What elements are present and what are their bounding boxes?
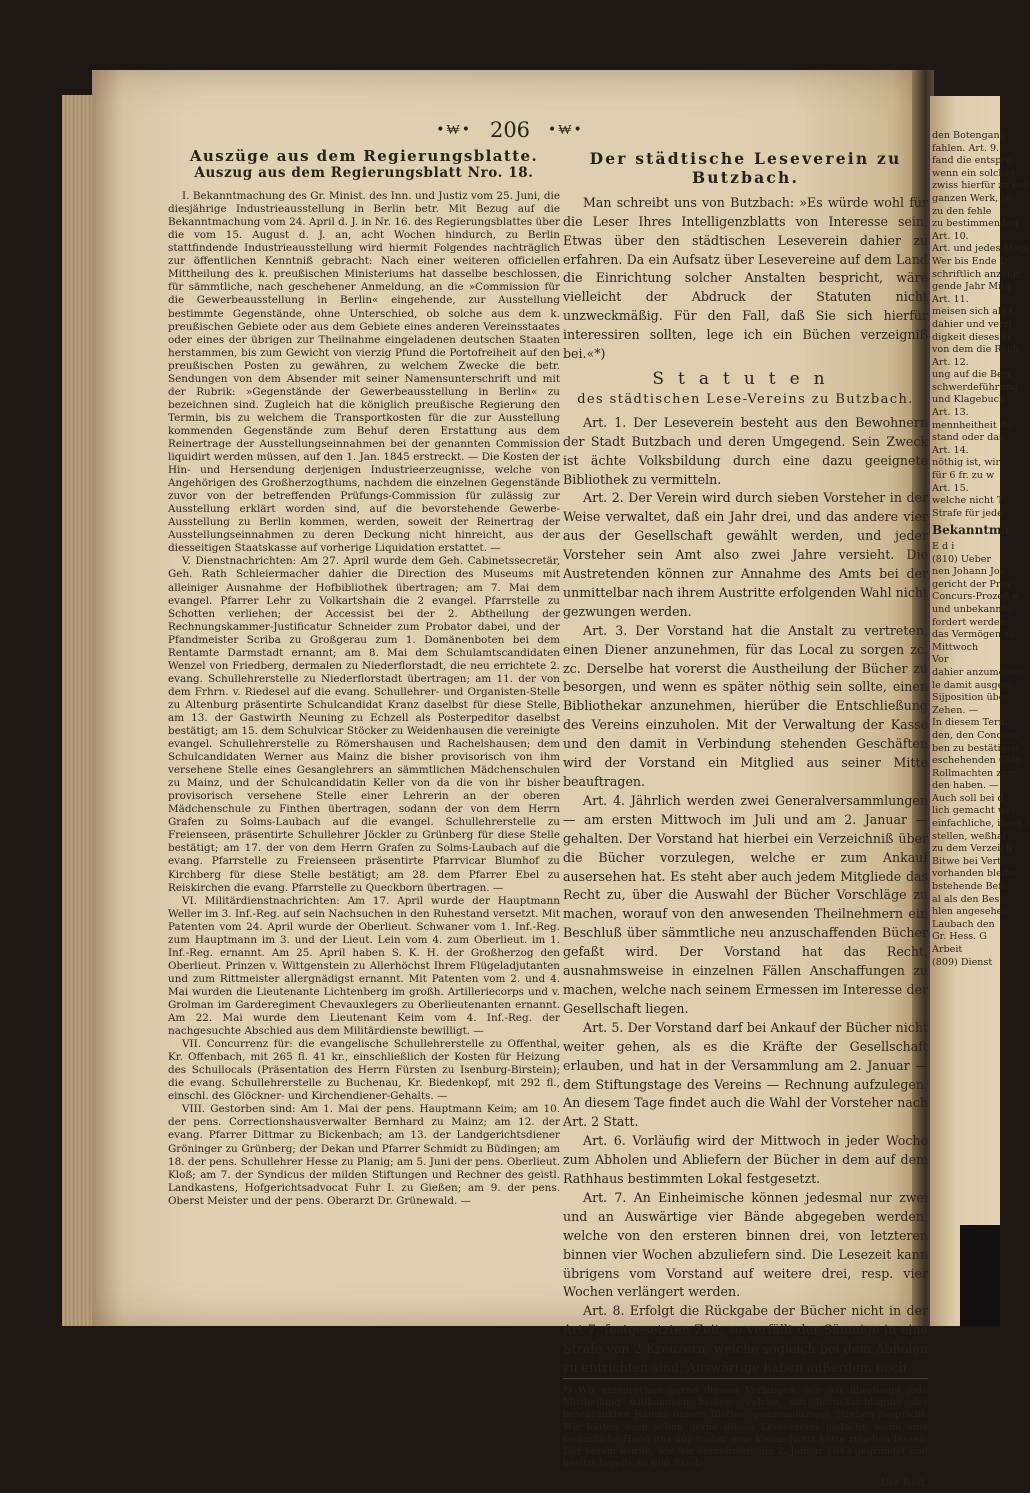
- facing-page-fragment: Art. und jedes Mitgl: [932, 243, 1030, 255]
- facing-page-fragment: und unbekannte: [932, 603, 1012, 615]
- facing-page-fragment: zwiss hierfür zu ent: [932, 180, 1029, 192]
- facing-page-fragment: meisen sich als f: [932, 306, 1013, 318]
- facing-page-fragment: fahlen. Art. 9.: [932, 142, 1000, 154]
- facing-page-fragment: und Klagebuch: [932, 394, 1006, 406]
- facing-page-fragment: Laubach den: [932, 918, 995, 930]
- header-ornament-left: •₩•: [436, 121, 472, 138]
- facing-page-fragment: vorhanden bleibe: [932, 868, 1017, 880]
- statuten-heading: Statuten: [652, 368, 839, 389]
- facing-page-fragment: Concurs-Prozeß e: [932, 591, 1019, 603]
- facing-page-fragment: al als den Bes: [932, 893, 1000, 905]
- facing-page-fragment: den, den Concurs: [932, 729, 1018, 741]
- facing-page-fragment: Rollmachten zum: [932, 767, 1017, 779]
- article-1: Art. 1. Der Leseverein besteht aus den Bewohnern der Stadt Butzbach und deren Umgegend. Sein Zweck ist ächte Volksbildung durch eine dazu geeignete Bibliothek zu vermitteln.: [563, 414, 928, 487]
- facing-page-fragment: den haben. —: [932, 780, 999, 792]
- article-2: Art. 2. Der Verein wird durch sieben Vorsteher in der Weise verwaltet, daß ein Jahr drei, und das andere vier aus der Gesellschaft gewählt werden, und jeder Vorsteher sein Amt also zwei Jahre versieht. Die Austretenden können zur Annahme des Amts bei der unmittelbar nach ihrem Austritte erfolgenden Wahl nicht gezwungen werden.: [563, 490, 928, 619]
- facing-page-fragment: eschehenden Gläu: [932, 755, 1022, 767]
- facing-page-fragments: [932, 130, 1030, 969]
- section-viii-paragraph: VIII. Gestorben sind: Am 1. Mai der pens. Hauptmann Keim; am 10. der pens. Correctionshausverwalter Bernhard zu Mainz; am 12. der evang. Pfarrer Dittmar zu Bickenbach; am 13. der Landgerichtsdiener Gröninger zu Grünberg; der Dekan und Pfarrer Schmidt zu Büdingen; am 18. der pens. Schullehrer Hesse zu Planig; am 5. Juni der pens. Oberlieut. Kloß; am 7. der Syndicus der milden Stiftungen und Rechner des geistl. Landkastens, Hofgerichtsadvocat Fuhr I. zu Gießen; am 9. der pens. Oberst Meister und der pens. Oberarzt Dr. Grünewald. —: [168, 1103, 560, 1207]
- left-column-subtitle: Auszug aus dem Regierungsblatt Nro. 18.: [194, 165, 534, 182]
- facing-page-fragment: gericht der Prov: [932, 578, 1012, 590]
- facing-page-fragment: Bitwe bei Vert: [932, 855, 1002, 867]
- binding-strap: [960, 1225, 1000, 1326]
- facing-page-fragment: ung auf die Berr: [932, 369, 1012, 381]
- section-vi-paragraph: VI. Militärdienstnachrichten: Am 17. April wurde der Hauptmann Weller im 3. Inf.-Reg. auf sein Nachsuchen in den Ruhestand versetzt. Mit Patenten vom 24. April wurde der Oberlieut. Schwaner vom 1. Inf.-Reg. zum Hauptmann im 3. und der Lieut. Lein vom 4. zum Oberlieut. im 1. Inf.-Reg. ernannt. Am 25. April haben S. K. H. der Großherzog den Oberlieut. Prinzen v. Wittgenstein zu Allerhöchst Ihrem Flügeladjutanten und zum Rittmeister allergnädigst ernannt. Mit Patenten vom 2. und 4. Mai wurden die Lieutenante Lichtenberg im großh. Artilleriecorps und v. Grolman im Garderegiment Chevauxlegers zu Oberlieutenanten ernannt. Am 22. Mai wurde dem Lieutenant Keim vom 4. Inf.-Reg. der nachgesuchte Abschied aus dem Militärdienste bewilligt. —: [168, 894, 560, 1038]
- facing-page-fragment: einfachliche, ihres s: [932, 818, 1030, 830]
- facing-page-fragment: gende Jahr Mitg: [932, 281, 1012, 293]
- facing-page-fragment: bstehende Befa: [932, 881, 1008, 893]
- facing-page-fragment: Mittwoch: [932, 641, 979, 653]
- footnote: *) Wir entsprechen gerne diesem Verlangen, wie wir überhaupt jede Mittheilung willkommen heißen, welche, mit Berücksichtigung des beschränkten Raums unsers Blattes, gemeinnütziges Streben bespricht. Wir hätten auch schon gerne dieses Lesevereins gedacht, wenn eine freundliche Hand uns nur früher eine kleine Notiz hätte zugehen lassen. Der Verein wurde, wie wir vernehmen, am 2. Januar 1843 gegründet und besitzt bereits an 600 Bände.: [563, 1378, 928, 1470]
- facing-page-fragment: für 6 fr. zu w: [932, 470, 995, 482]
- statuten-subheading: des städtischen Lese-Vereins zu Butzbach.: [577, 391, 914, 407]
- facing-page-fragment: den Botengang: [932, 130, 1006, 141]
- page-header: [100, 118, 920, 142]
- facing-page-fragment: E d i: [932, 541, 955, 552]
- page-number: 206: [489, 118, 531, 142]
- facing-page-fragment: Gr. Hess. G: [932, 931, 987, 943]
- facing-page-fragment: Bekanntma: [932, 523, 1010, 538]
- facing-page-fragment: Wer bis Ende D: [932, 255, 1008, 267]
- facing-page-fragment: welche nicht T: [932, 495, 1004, 507]
- facing-page-fragment: stellen, weßhal: [932, 830, 1006, 842]
- facing-page-fragment: dahier und verzi: [932, 318, 1012, 330]
- facing-page-fragment: Strafe für jede: [932, 507, 1003, 519]
- facing-page-fragment: Arbeit: [932, 944, 963, 955]
- right-column: [563, 150, 928, 1493]
- editor-signature: Die Red.: [880, 1476, 928, 1490]
- right-column-title: Der städtische Leseverein zu Butzbach.: [589, 149, 902, 187]
- facing-page-fragment: zu bestimmenden: [932, 218, 1018, 230]
- facing-page-fragment: wenn ein solches: [932, 167, 1016, 179]
- facing-page-fragment: schwerdeführung: [932, 381, 1018, 393]
- facing-page-fragment: Art. 12.: [932, 356, 969, 368]
- article-5: Art. 5. Der Vorstand darf bei Ankauf der Bücher nicht weiter gehen, als es die Kräfte der Gesellschaft erlauben, und hat in der Versammlung am 2. Januar — dem Stiftungstage des Vereins — Rechnung aufzulegen. An diesem Tage findet auch die Wahl der Vorsteher nach Art. 2 Statt.: [563, 1019, 928, 1130]
- left-column-title: Auszüge aus dem Regierungsblatte.: [189, 147, 539, 165]
- facing-page-fragment: Art. 14.: [932, 444, 969, 456]
- header-ornament-right: •₩•: [548, 121, 584, 138]
- facing-page-fragment: Art. 10.: [932, 230, 969, 242]
- facing-page-fragment: zu dem Verzeich: [932, 843, 1012, 855]
- page-edge-stack: [62, 95, 96, 1326]
- facing-page-fragment: Auch soll bei d: [932, 792, 1004, 804]
- facing-page-fragment: Art. 15.: [932, 482, 969, 494]
- left-column: [168, 147, 560, 1208]
- article-6: Art. 6. Vorläufig wird der Mittwoch in jeder Woche zum Abholen und Abliefern der Bücher in dem auf dem Rathhaus bestimmten Lokal festgesetzt.: [563, 1133, 928, 1187]
- facing-page-fragment: nöthig ist, wir: [932, 457, 1001, 469]
- facing-page-fragment: lich gemacht wer: [932, 805, 1017, 817]
- section-i-paragraph: I. Bekanntmachung des Gr. Minist. des Inn. und Justiz vom 25. Juni, die diesjährige Industrieausstellung in Berlin betr. Mit Bezug auf die Bekanntmachung vom 24. April d. J. in Nr. 16. des Regierungsblattes über die vom 15. August d. J. an, acht Wochen hindurch, zu Berlin stattfindende Industrieausstellung wird hiermit Folgendes nachträglich zur öffentlichen Kenntniß gebracht: Nach einer weiteren officiellen Mittheilung des k. preußischen Ministeriums hat dasselbe beschlossen, für sämmtliche, nach geschehener Anmeldung, an die »Commission für die Gewerbeausstellung in Berlin« eingehende, zur Ausstellung bestimmte Gegenstände, ohne Unterschied, ob solche aus dem k. preußischen Gebiete oder aus dem Gebiete eines anderen Vereinsstaates oder eines der übrigen zur Theilnahme eingeladenen deutschen Staaten herstammen, bis zum Gewicht von vierzig Pfund die Portofreiheit auf den preußischen Posten zu gewähren, zu welchem Zwecke die betr. Sendungen von dem Absender mit seiner Namensunterschrift und mit der Rubrik: »Gegenstände der Gewerbeausstellung in Berlin« zu bezeichnen sind. Zugleich hat die königlich preußische Regierung den Termin, bis zu welchem die Transportkosten für die zur Ausstellung kommenden Gegenstände zum Behuf deren Erstattung aus dem Reinertrage der Ausstellungseinnahmen bei der genannten Commission liquidirt werden müssen, auf den 1. Jan. 1845 erstreckt. — Die Kosten der Hin- und Hersendung derjenigen Industrieerzeugnisse, welche von Angehörigen des Großherzogthums, nachdem die einzelnen Gegenstände zuvor von der betreffenden Prüfungs-Commission für zulässig zur Ausstellung erklärt worden sind, auf die bevorstehende Gewerbe-Ausstellung zu Berlin kommen, werden, soweit der Reinertrag der Ausstellungseinnahmen zu deren Deckung nicht hinreicht, aus der diesseitigen Staatskasse auf vorherige Liquidation erstattet. —: [168, 190, 560, 555]
- section-v-paragraph: V. Dienstnachrichten: Am 27. April wurde dem Geh. Cabinetssecretär, Geh. Rath Schleiermacher dahier die Direction des Museums mit alleiniger Ausnahme der Hofbibliothek übertragen; am 7. Mai dem evangel. Pfarrer Lehr zu Volkartshain die 2 evangel. Pfarrstelle zu Schotten verliehen; der Accessist bei der 2. Abtheilung der Rechnungskammer-Justificatur Schneider zum Probator dabei, und der Pfandmeister Scriba zu Großgerau zum 1. Domänenboten bei dem Rentamte Darmstadt ernannt; am 8. Mai dem Schulamtscandidaten Wenzel von Friedberg, dermalen zu Niederflorstadt, die neu errichtete 2. evang. Schullehrerstelle zu Niederflorstadt übertragen; am 11. der von dem Frhrn. v. Riedesel auf die evang. Schullehrer- und Organisten-Stelle zu Altenburg präsentirte Schulcandidat Kranz daselbst für diese Stelle, am 13. der Gastwirth Neuning zu Echzell als Posterpeditor daselbst bestätigt; am 15. dem Schulvicar Stöcker zu Weidenhausen die vereinigte evangel. Schullehrerstelle zu Römershausen und Rachelshausen; dem Schulcandidaten Werner aus Mainz die bisher provisorisch von ihm versehene Stelle eines Gesanglehrers an sämmtlichen Mädchenschulen zu Mainz, und der Schulcandidatin Keller von da die von ihr bisher provisorisch versehene Stelle einer Lehrerin an der oberen Mädchenschule zu Finthen übertragen, sodann der von dem Herrn Grafen zu Solms-Laubach auf die evangel. Schullehrerstelle zu Freienseen, präsentirte Schullehrer Jöckler zu Grünberg für diese Stelle bestätigt; am 17. der von dem Herrn Grafen zu Solms-Laubach auf die evang. Pfarrstelle zu Freienseen präsentirte Pfarrvicar Blumhof zu Kirchberg für diese Stelle bestätigt; am 28. dem Pfarrer Ebel zu Reiskirchen die evang. Pfarrstelle zu Queckborn übertragen. —: [168, 555, 560, 894]
- intro-paragraph: Man schreibt uns von Butzbach: »Es würde wohl für die Leser Ihres Intelligenzblatts von Interesse sein, Etwas über den städtischen Leseverein dahier zu erfahren. Da ein Aufsatz über Lesevereine auf dem Land die Einrichtung solcher Anstalten bespricht, wäre vielleicht der Abdruck der Statuten nicht unzweckmäßig. Für den Fall, daß Sie sich hierfür interessiren sollten, lege ich ein Büchen verzeigniß bei.«*): [563, 194, 928, 362]
- facing-page-fragment: das Vermögen so: [932, 629, 1015, 641]
- facing-page-fragment: In diesem Term: [932, 717, 1008, 729]
- article-7: Art. 7. An Einheimische können jedesmal nur zwei und an Auswärtige vier Bände abgegeben werden, welche von den ersteren binnen drei, von letzteren binnen vier Wochen abzuliefern sind. Die Lesezeit kann übrigens vom Vorstand auf weitere drei, resp. vier Wochen verlängert werden.: [563, 1189, 928, 1300]
- facing-page-fragment: mennheitheit de: [932, 419, 1012, 431]
- facing-page-fragment: Vor: [932, 654, 949, 666]
- facing-page-fragment: ben zu bestätigen: [932, 742, 1019, 754]
- facing-page-fragment: digkeit dieses G: [932, 331, 1010, 343]
- facing-page-fragment: stand oder das: [932, 432, 1004, 444]
- section-vii-paragraph: VII. Concurrenz für: die evangelische Schullehrerstelle zu Offenthal, Kr. Offenbach, mit 265 fl. 41 kr., einschließlich der Kosten für Heizung des Schullocals (Präsentation des Herrn Fürsten zu Isenburg-Birstein); die evang. Schullehrerstelle zu Buchenau, Kr. Biedenkopf, mit 292 fl., einschl. des Glöckner- und Kirchendiener-Gehalts. —: [168, 1038, 560, 1103]
- facing-page-fragment: von dem die Rech: [932, 344, 1019, 356]
- facing-page-fragment: Sijposition über: [932, 692, 1010, 704]
- facing-page-fragment: (810) Ueber: [932, 553, 992, 565]
- facing-page-fragment: le damit ausgesc: [932, 679, 1014, 691]
- facing-page-fragment: ganzen Werk, so: [932, 192, 1012, 204]
- facing-page-fragment: (809) Dienst: [932, 956, 993, 968]
- facing-page-fragment: Art. 13.: [932, 407, 969, 419]
- facing-page-fragment: fand die entspre: [932, 155, 1012, 167]
- facing-page-fragment: Art. 11.: [932, 293, 969, 305]
- article-4: Art. 4. Jährlich werden zwei Generalversammlungen — am ersten Mittwoch im Juli und am 2. Januar — gehalten. Der Vorstand hat hierbei ein Verzeichniß über die Bücher vorzulegen, welche er zum Ankauf ausersehen hat. Es steht aber auch jedem Mitgliede das Recht zu, über die Auswahl der Bücher Vorschläge zu machen, worauf von den anwesenden Theilnehmern ein Beschluß über sämmtliche neu anzuschaffenden Bücher gefaßt wird. Der Vorstand hat das Recht, ausnahmsweise in einzelnen Fällen Anschaffungen zu machen, welche nach seinem Ermessen im Interesse der Gesellschaft liegen.: [563, 792, 928, 1016]
- facing-page-fragment: fordert werden,: [932, 616, 1009, 628]
- facing-page-fragment: Zehen. —: [932, 704, 979, 716]
- article-3: Art. 3. Der Vorstand hat die Anstalt zu vertreten, einen Diener anzunehmen, für das Local zu sorgen zc. zc. Derselbe hat vorerst die Austheilung der Bücher zu besorgen, und wenn es später nöthig sein sollte, einen Bibliothekar anzunehmen, hierüber die Entschließung des Vereins einzuholen. Mit der Verwaltung der Kasse und den damit in Verbindung stehenden Geschäften wird der Vorstand ein Mitglied aus seiner Mitte beauftragen.: [563, 622, 928, 789]
- facing-page-fragment: nen Johann Jos: [932, 566, 1005, 578]
- facing-page-fragment: schriftlich anzeigt,: [932, 268, 1024, 280]
- article-8: Art. 8. Erfolgt die Rückgabe der Bücher nicht in der Art 7. festgesetzten Zeit, so verfällt der Säumige in eine Strafe von 2 Kreuzern, welche sogleich bei dem Abholen zu entrichten sind. Auswärtige haben außerdem noch: [563, 1303, 928, 1376]
- facing-page-fragment: hlen angesehen.: [932, 906, 1012, 918]
- facing-page-fragment: dahier anzumelden: [932, 666, 1026, 678]
- facing-page-fragment: zu den fehle: [932, 205, 992, 217]
